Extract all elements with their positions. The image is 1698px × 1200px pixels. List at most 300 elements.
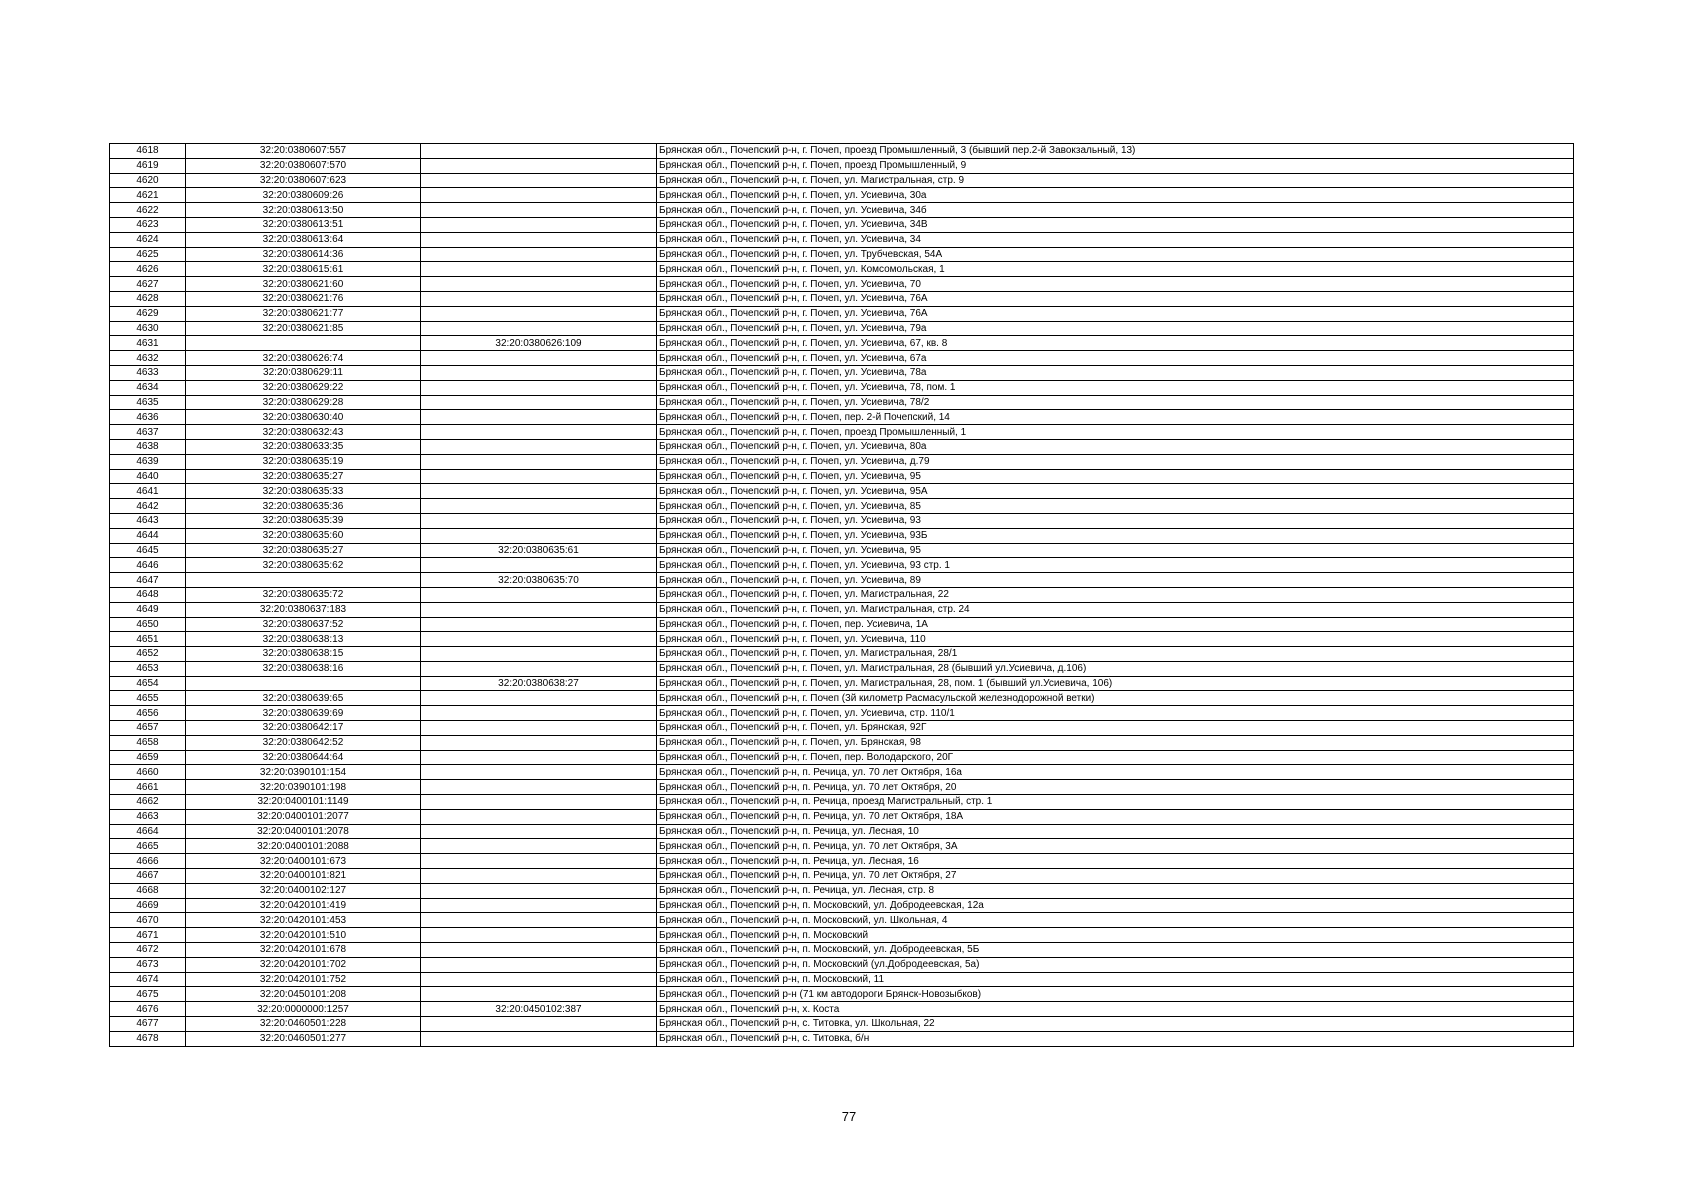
address-cell: Брянская обл., Почепский р-н, г. Почеп, ул. Усиевича, д.79: [657, 454, 1574, 469]
cadastral-number-extra-cell: [421, 957, 657, 972]
cadastral-number-cell: 32:20:0380639:69: [186, 706, 421, 721]
row-number-cell: 4637: [110, 425, 186, 440]
cadastral-number-extra-cell: [421, 351, 657, 366]
address-cell: Брянская обл., Почепский р-н, г. Почеп, ул. Трубчевская, 54А: [657, 247, 1574, 262]
cadastral-number-extra-cell: [421, 972, 657, 987]
row-number-cell: 4674: [110, 972, 186, 987]
row-number-cell: 4652: [110, 647, 186, 662]
table-row: [110, 291, 1574, 306]
table-row: [110, 721, 1574, 736]
table-row: [110, 232, 1574, 247]
cadastral-number-cell: 32:20:0380639:65: [186, 691, 421, 706]
address-cell: Брянская обл., Почепский р-н, г. Почеп, ул. Магистральная, стр. 24: [657, 602, 1574, 617]
table-row: [110, 913, 1574, 928]
cadastral-number-cell: 32:20:0400101:2088: [186, 839, 421, 854]
cadastral-number-cell: [186, 573, 421, 588]
row-number-cell: 4644: [110, 528, 186, 543]
cadastral-number-cell: 32:20:0460501:277: [186, 1031, 421, 1046]
row-number-cell: 4638: [110, 439, 186, 454]
cadastral-number-extra-cell: [421, 425, 657, 440]
row-number-cell: 4641: [110, 484, 186, 499]
address-cell: Брянская обл., Почепский р-н, п. Речица, ул. 70 лет Октября, 3А: [657, 839, 1574, 854]
address-cell: Брянская обл., Почепский р-н, п. Речица, проезд Магистральный, стр. 1: [657, 795, 1574, 810]
row-number-cell: 4622: [110, 203, 186, 218]
address-cell: Брянская обл., Почепский р-н, г. Почеп, ул. Усиевича, 34б: [657, 203, 1574, 218]
row-number-cell: 4667: [110, 869, 186, 884]
address-cell: Брянская обл., Почепский р-н, г. Почеп, ул. Усиевича, 93: [657, 513, 1574, 528]
table-row: [110, 217, 1574, 232]
row-number-cell: 4663: [110, 809, 186, 824]
cadastral-number-extra-cell: [421, 203, 657, 218]
cadastral-number-cell: 32:20:0380635:72: [186, 587, 421, 602]
cadastral-number-extra-cell: [421, 395, 657, 410]
table-row: [110, 262, 1574, 277]
table-row: [110, 1031, 1574, 1046]
cadastral-number-extra-cell: [421, 262, 657, 277]
address-cell: Брянская обл., Почепский р-н, г. Почеп, ул. Магистральная, 28 (бывший ул.Усиевича, д.106): [657, 661, 1574, 676]
cadastral-number-cell: 32:20:0380629:22: [186, 380, 421, 395]
address-cell: Брянская обл., Почепский р-н, г. Почеп, ул. Усиевича, 34: [657, 232, 1574, 247]
cadastral-number-cell: 32:20:0380614:36: [186, 247, 421, 262]
cadastral-number-extra-cell: [421, 410, 657, 425]
cadastral-number-extra-cell: [421, 277, 657, 292]
cadastral-number-extra-cell: [421, 499, 657, 514]
table-row: [110, 173, 1574, 188]
address-cell: Брянская обл., Почепский р-н, п. Московский, 11: [657, 972, 1574, 987]
address-cell: Брянская обл., Почепский р-н, г. Почеп, ул. Усиевича, 70: [657, 277, 1574, 292]
cadastral-number-extra-cell: [421, 528, 657, 543]
row-number-cell: 4624: [110, 232, 186, 247]
cadastral-number-cell: 32:20:0400101:821: [186, 869, 421, 884]
table-row: [110, 395, 1574, 410]
address-cell: Брянская обл., Почепский р-н, г. Почеп, ул. Брянская, 98: [657, 735, 1574, 750]
cadastral-number-cell: 32:20:0380613:50: [186, 203, 421, 218]
address-cell: Брянская обл., Почепский р-н, с. Титовка, ул. Школьная, 22: [657, 1017, 1574, 1032]
address-cell: Брянская обл., Почепский р-н, п. Речица, ул. 70 лет Октября, 20: [657, 780, 1574, 795]
cadastral-number-cell: 32:20:0420101:419: [186, 898, 421, 913]
cadastral-number-cell: 32:20:0390101:154: [186, 765, 421, 780]
cadastral-number-cell: 32:20:0380613:64: [186, 232, 421, 247]
cadastral-number-extra-cell: 32:20:0380626:109: [421, 336, 657, 351]
cadastral-number-extra-cell: [421, 1031, 657, 1046]
row-number-cell: 4653: [110, 661, 186, 676]
address-cell: Брянская обл., Почепский р-н, г. Почеп, ул. Усиевича, 67а: [657, 351, 1574, 366]
address-cell: Брянская обл., Почепский р-н, п. Речица, ул. Лесная, 10: [657, 824, 1574, 839]
address-cell: Брянская обл., Почепский р-н, г. Почеп, ул. Усиевича, 76А: [657, 291, 1574, 306]
row-number-cell: 4678: [110, 1031, 186, 1046]
row-number-cell: 4658: [110, 735, 186, 750]
table-row: [110, 987, 1574, 1002]
cadastral-number-extra-cell: [421, 795, 657, 810]
cadastral-number-cell: 32:20:0380635:60: [186, 528, 421, 543]
cadastral-number-extra-cell: [421, 232, 657, 247]
row-number-cell: 4625: [110, 247, 186, 262]
address-cell: Брянская обл., Почепский р-н, г. Почеп, ул. Усиевича, 34В: [657, 217, 1574, 232]
cadastral-number-extra-cell: [421, 439, 657, 454]
cadastral-number-cell: 32:20:0420101:752: [186, 972, 421, 987]
cadastral-number-cell: 32:20:0380635:27: [186, 469, 421, 484]
cadastral-number-extra-cell: [421, 869, 657, 884]
cadastral-number-extra-cell: [421, 943, 657, 958]
cadastral-number-cell: 32:20:0380644:64: [186, 750, 421, 765]
address-cell: Брянская обл., Почепский р-н, х. Коста: [657, 1002, 1574, 1017]
cadastral-number-extra-cell: [421, 898, 657, 913]
address-cell: Брянская обл., Почепский р-н, г. Почеп, ул. Усиевича, 85: [657, 499, 1574, 514]
cadastral-number-cell: [186, 676, 421, 691]
address-cell: Брянская обл., Почепский р-н, г. Почеп, ул. Магистральная, 28/1: [657, 647, 1574, 662]
registry-table: [109, 143, 1574, 1047]
address-cell: Брянская обл., Почепский р-н, п. Московский, ул. Школьная, 4: [657, 913, 1574, 928]
cadastral-number-cell: 32:20:0380642:52: [186, 735, 421, 750]
cadastral-number-extra-cell: [421, 632, 657, 647]
cadastral-number-cell: 32:20:0380629:28: [186, 395, 421, 410]
row-number-cell: 4649: [110, 602, 186, 617]
cadastral-number-extra-cell: [421, 469, 657, 484]
address-cell: Брянская обл., Почепский р-н, г. Почеп, ул. Комсомольская, 1: [657, 262, 1574, 277]
cadastral-number-cell: 32:20:0380621:60: [186, 277, 421, 292]
address-cell: Брянская обл., Почепский р-н, п. Московский, ул. Добродеевская, 12а: [657, 898, 1574, 913]
cadastral-number-cell: 32:20:0380637:52: [186, 617, 421, 632]
cadastral-number-cell: 32:20:0380629:11: [186, 365, 421, 380]
row-number-cell: 4643: [110, 513, 186, 528]
cadastral-number-extra-cell: [421, 513, 657, 528]
table-row: [110, 410, 1574, 425]
row-number-cell: 4631: [110, 336, 186, 351]
table-row: [110, 809, 1574, 824]
table-row: [110, 144, 1574, 159]
table-row: [110, 425, 1574, 440]
cadastral-number-cell: 32:20:0390101:198: [186, 780, 421, 795]
address-cell: Брянская обл., Почепский р-н, п. Московский, ул. Добродеевская, 5Б: [657, 943, 1574, 958]
row-number-cell: 4677: [110, 1017, 186, 1032]
address-cell: Брянская обл., Почепский р-н, г. Почеп, ул. Усиевича, 93 стр. 1: [657, 558, 1574, 573]
cadastral-number-extra-cell: [421, 247, 657, 262]
cadastral-number-extra-cell: [421, 928, 657, 943]
cadastral-number-cell: 32:20:0400101:2077: [186, 809, 421, 824]
address-cell: Брянская обл., Почепский р-н, г. Почеп, ул. Брянская, 92Г: [657, 721, 1574, 736]
row-number-cell: 4660: [110, 765, 186, 780]
cadastral-number-cell: 32:20:0380635:39: [186, 513, 421, 528]
row-number-cell: 4634: [110, 380, 186, 395]
cadastral-number-cell: 32:20:0380615:61: [186, 262, 421, 277]
cadastral-number-extra-cell: [421, 1017, 657, 1032]
cadastral-number-extra-cell: [421, 809, 657, 824]
row-number-cell: 4656: [110, 706, 186, 721]
cadastral-number-extra-cell: [421, 587, 657, 602]
table-row: [110, 1002, 1574, 1017]
cadastral-number-extra-cell: 32:20:0380635:61: [421, 543, 657, 558]
cadastral-number-extra-cell: 32:20:0380635:70: [421, 573, 657, 588]
table-row: [110, 439, 1574, 454]
cadastral-number-cell: 32:20:0380613:51: [186, 217, 421, 232]
cadastral-number-cell: 32:20:0000000:1257: [186, 1002, 421, 1017]
cadastral-number-cell: 32:20:0420101:453: [186, 913, 421, 928]
row-number-cell: 4669: [110, 898, 186, 913]
row-number-cell: 4621: [110, 188, 186, 203]
cadastral-number-cell: 32:20:0400101:1149: [186, 795, 421, 810]
table-row: [110, 543, 1574, 558]
address-cell: Брянская обл., Почепский р-н, г. Почеп, ул. Усиевича, 79а: [657, 321, 1574, 336]
row-number-cell: 4664: [110, 824, 186, 839]
table-row: [110, 676, 1574, 691]
table-row: [110, 647, 1574, 662]
address-cell: Брянская обл., Почепский р-н, г. Почеп, ул. Магистральная, стр. 9: [657, 173, 1574, 188]
cadastral-number-cell: 32:20:0420101:510: [186, 928, 421, 943]
cadastral-number-extra-cell: [421, 750, 657, 765]
address-cell: Брянская обл., Почепский р-н (71 км автодороги Брянск-Новозыбков): [657, 987, 1574, 1002]
table-row: [110, 765, 1574, 780]
cadastral-number-cell: 32:20:0450101:208: [186, 987, 421, 1002]
cadastral-number-extra-cell: [421, 484, 657, 499]
cadastral-number-cell: 32:20:0380632:43: [186, 425, 421, 440]
address-cell: Брянская обл., Почепский р-н, г. Почеп, ул. Усиевича, 78а: [657, 365, 1574, 380]
row-number-cell: 4630: [110, 321, 186, 336]
table-row: [110, 351, 1574, 366]
row-number-cell: 4651: [110, 632, 186, 647]
cadastral-number-extra-cell: [421, 291, 657, 306]
table-row: [110, 513, 1574, 528]
cadastral-number-cell: 32:20:0400102:127: [186, 883, 421, 898]
row-number-cell: 4632: [110, 351, 186, 366]
cadastral-number-extra-cell: 32:20:0450102:387: [421, 1002, 657, 1017]
row-number-cell: 4618: [110, 144, 186, 159]
address-cell: Брянская обл., Почепский р-н, п. Речица, ул. 70 лет Октября, 16а: [657, 765, 1574, 780]
row-number-cell: 4620: [110, 173, 186, 188]
address-cell: Брянская обл., Почепский р-н, г. Почеп, ул. Усиевича, 95А: [657, 484, 1574, 499]
row-number-cell: 4640: [110, 469, 186, 484]
table-row: [110, 158, 1574, 173]
cadastral-number-cell: 32:20:0380621:76: [186, 291, 421, 306]
table-row: [110, 795, 1574, 810]
row-number-cell: 4646: [110, 558, 186, 573]
cadastral-number-cell: 32:20:0380621:85: [186, 321, 421, 336]
address-cell: Брянская обл., Почепский р-н, с. Титовка, б/н: [657, 1031, 1574, 1046]
cadastral-number-cell: 32:20:0400101:673: [186, 854, 421, 869]
address-cell: Брянская обл., Почепский р-н, г. Почеп, ул. Усиевича, 110: [657, 632, 1574, 647]
table-row: [110, 661, 1574, 676]
address-cell: Брянская обл., Почепский р-н, п. Московский (ул.Добродеевская, 5а): [657, 957, 1574, 972]
cadastral-number-cell: 32:20:0380609:26: [186, 188, 421, 203]
row-number-cell: 4642: [110, 499, 186, 514]
cadastral-number-cell: 32:20:0380642:17: [186, 721, 421, 736]
cadastral-number-cell: 32:20:0420101:702: [186, 957, 421, 972]
cadastral-number-extra-cell: [421, 987, 657, 1002]
table-row: [110, 188, 1574, 203]
table-row: [110, 854, 1574, 869]
cadastral-number-cell: 32:20:0380607:623: [186, 173, 421, 188]
cadastral-number-cell: 32:20:0380637:183: [186, 602, 421, 617]
table-row: [110, 691, 1574, 706]
cadastral-number-cell: 32:20:0380626:74: [186, 351, 421, 366]
cadastral-number-extra-cell: [421, 144, 657, 159]
table-row: [110, 573, 1574, 588]
table-row: [110, 943, 1574, 958]
row-number-cell: 4662: [110, 795, 186, 810]
cadastral-number-extra-cell: [421, 647, 657, 662]
address-cell: Брянская обл., Почепский р-н, г. Почеп, пер. Володарского, 20Г: [657, 750, 1574, 765]
row-number-cell: 4639: [110, 454, 186, 469]
address-cell: Брянская обл., Почепский р-н, г. Почеп, проезд Промышленный, 1: [657, 425, 1574, 440]
cadastral-number-cell: 32:20:0380635:62: [186, 558, 421, 573]
cadastral-number-extra-cell: [421, 661, 657, 676]
row-number-cell: 4671: [110, 928, 186, 943]
cadastral-number-cell: 32:20:0400101:2078: [186, 824, 421, 839]
address-cell: Брянская обл., Почепский р-н, г. Почеп, ул. Усиевича, 30а: [657, 188, 1574, 203]
row-number-cell: 4627: [110, 277, 186, 292]
row-number-cell: 4619: [110, 158, 186, 173]
registry-table-body: [110, 144, 1574, 1047]
address-cell: Брянская обл., Почепский р-н, г. Почеп, ул. Усиевича, 80а: [657, 439, 1574, 454]
row-number-cell: 4657: [110, 721, 186, 736]
row-number-cell: 4654: [110, 676, 186, 691]
address-cell: Брянская обл., Почепский р-н, г. Почеп, ул. Усиевича, 95: [657, 469, 1574, 484]
cadastral-number-extra-cell: [421, 780, 657, 795]
row-number-cell: 4672: [110, 943, 186, 958]
table-row: [110, 484, 1574, 499]
row-number-cell: 4629: [110, 306, 186, 321]
address-cell: Брянская обл., Почепский р-н, п. Речица, ул. 70 лет Октября, 27: [657, 869, 1574, 884]
cadastral-number-extra-cell: [421, 188, 657, 203]
row-number-cell: 4636: [110, 410, 186, 425]
table-row: [110, 528, 1574, 543]
address-cell: Брянская обл., Почепский р-н, п. Московский: [657, 928, 1574, 943]
table-row: [110, 247, 1574, 262]
cadastral-number-extra-cell: [421, 883, 657, 898]
cadastral-number-extra-cell: [421, 454, 657, 469]
cadastral-number-extra-cell: [421, 617, 657, 632]
cadastral-number-extra-cell: [421, 854, 657, 869]
table-row: [110, 617, 1574, 632]
table-row: [110, 824, 1574, 839]
cadastral-number-cell: 32:20:0380607:557: [186, 144, 421, 159]
cadastral-number-cell: 32:20:0380635:27: [186, 543, 421, 558]
table-row: [110, 972, 1574, 987]
cadastral-number-extra-cell: [421, 839, 657, 854]
row-number-cell: 4623: [110, 217, 186, 232]
row-number-cell: 4648: [110, 587, 186, 602]
row-number-cell: 4673: [110, 957, 186, 972]
cadastral-number-extra-cell: [421, 735, 657, 750]
cadastral-number-extra-cell: 32:20:0380638:27: [421, 676, 657, 691]
address-cell: Брянская обл., Почепский р-н, г. Почеп, ул. Усиевича, 67, кв. 8: [657, 336, 1574, 351]
table-row: [110, 365, 1574, 380]
table-row: [110, 558, 1574, 573]
table-row: [110, 380, 1574, 395]
table-row: [110, 780, 1574, 795]
row-number-cell: 4635: [110, 395, 186, 410]
cadastral-number-cell: 32:20:0380638:15: [186, 647, 421, 662]
cadastral-number-cell: 32:20:0380630:40: [186, 410, 421, 425]
page-number: 77: [841, 1109, 857, 1124]
address-cell: Брянская обл., Почепский р-н, г. Почеп, ул. Усиевича, стр. 110/1: [657, 706, 1574, 721]
cadastral-number-extra-cell: [421, 321, 657, 336]
cadastral-number-extra-cell: [421, 380, 657, 395]
address-cell: Брянская обл., Почепский р-н, п. Речица, ул. Лесная, 16: [657, 854, 1574, 869]
row-number-cell: 4661: [110, 780, 186, 795]
cadastral-number-cell: 32:20:0380635:33: [186, 484, 421, 499]
row-number-cell: 4650: [110, 617, 186, 632]
table-row: [110, 336, 1574, 351]
cadastral-number-extra-cell: [421, 913, 657, 928]
address-cell: Брянская обл., Почепский р-н, г. Почеп, ул. Усиевича, 78/2: [657, 395, 1574, 410]
row-number-cell: 4675: [110, 987, 186, 1002]
cadastral-number-extra-cell: [421, 602, 657, 617]
table-row: [110, 203, 1574, 218]
table-row: [110, 869, 1574, 884]
cadastral-number-cell: 32:20:0380635:19: [186, 454, 421, 469]
address-cell: Брянская обл., Почепский р-н, г. Почеп, ул. Усиевича, 78, пом. 1: [657, 380, 1574, 395]
address-cell: Брянская обл., Почепский р-н, г. Почеп, ул. Усиевича, 89: [657, 573, 1574, 588]
table-row: [110, 957, 1574, 972]
row-number-cell: 4666: [110, 854, 186, 869]
cadastral-number-extra-cell: [421, 306, 657, 321]
address-cell: Брянская обл., Почепский р-н, г. Почеп, проезд Промышленный, 9: [657, 158, 1574, 173]
cadastral-number-cell: [186, 336, 421, 351]
table-row: [110, 499, 1574, 514]
table-row: [110, 898, 1574, 913]
table-row: [110, 602, 1574, 617]
cadastral-number-cell: 32:20:0380621:77: [186, 306, 421, 321]
table-row: [110, 928, 1574, 943]
row-number-cell: 4628: [110, 291, 186, 306]
cadastral-number-extra-cell: [421, 558, 657, 573]
cadastral-number-extra-cell: [421, 706, 657, 721]
cadastral-number-cell: 32:20:0460501:228: [186, 1017, 421, 1032]
table-row: [110, 306, 1574, 321]
cadastral-number-cell: 32:20:0380638:13: [186, 632, 421, 647]
address-cell: Брянская обл., Почепский р-н, п. Речица, ул. 70 лет Октября, 18А: [657, 809, 1574, 824]
table-row: [110, 706, 1574, 721]
address-cell: Брянская обл., Почепский р-н, г. Почеп, ул. Магистральная, 22: [657, 587, 1574, 602]
row-number-cell: 4645: [110, 543, 186, 558]
row-number-cell: 4676: [110, 1002, 186, 1017]
table-row: [110, 735, 1574, 750]
cadastral-number-extra-cell: [421, 217, 657, 232]
table-row: [110, 750, 1574, 765]
address-cell: Брянская обл., Почепский р-н, г. Почеп, пер. 2-й Почепский, 14: [657, 410, 1574, 425]
table-row: [110, 277, 1574, 292]
cadastral-number-cell: 32:20:0380638:16: [186, 661, 421, 676]
table-row: [110, 1017, 1574, 1032]
address-cell: Брянская обл., Почепский р-н, г. Почеп (3й километр Расмасульской железнодорожной ветки): [657, 691, 1574, 706]
cadastral-number-cell: 32:20:0380635:36: [186, 499, 421, 514]
cadastral-number-cell: 32:20:0380607:570: [186, 158, 421, 173]
cadastral-number-extra-cell: [421, 691, 657, 706]
cadastral-number-extra-cell: [421, 721, 657, 736]
row-number-cell: 4626: [110, 262, 186, 277]
address-cell: Брянская обл., Почепский р-н, г. Почеп, ул. Усиевича, 76А: [657, 306, 1574, 321]
table-row: [110, 587, 1574, 602]
address-cell: Брянская обл., Почепский р-н, п. Речица, ул. Лесная, стр. 8: [657, 883, 1574, 898]
table-row: [110, 883, 1574, 898]
cadastral-number-cell: 32:20:0380633:35: [186, 439, 421, 454]
row-number-cell: 4659: [110, 750, 186, 765]
address-cell: Брянская обл., Почепский р-н, г. Почеп, проезд Промышленный, 3 (бывший пер.2-й Завокзальный, 13): [657, 144, 1574, 159]
table-row: [110, 839, 1574, 854]
cadastral-number-cell: 32:20:0420101:678: [186, 943, 421, 958]
cadastral-number-extra-cell: [421, 365, 657, 380]
cadastral-number-extra-cell: [421, 824, 657, 839]
cadastral-number-extra-cell: [421, 765, 657, 780]
row-number-cell: 4655: [110, 691, 186, 706]
row-number-cell: 4670: [110, 913, 186, 928]
table-row: [110, 469, 1574, 484]
address-cell: Брянская обл., Почепский р-н, г. Почеп, ул. Магистральная, 28, пом. 1 (бывший ул.Усиевича, 106): [657, 676, 1574, 691]
address-cell: Брянская обл., Почепский р-н, г. Почеп, пер. Усиевича, 1А: [657, 617, 1574, 632]
address-cell: Брянская обл., Почепский р-н, г. Почеп, ул. Усиевича, 95: [657, 543, 1574, 558]
cadastral-number-extra-cell: [421, 158, 657, 173]
table-row: [110, 321, 1574, 336]
